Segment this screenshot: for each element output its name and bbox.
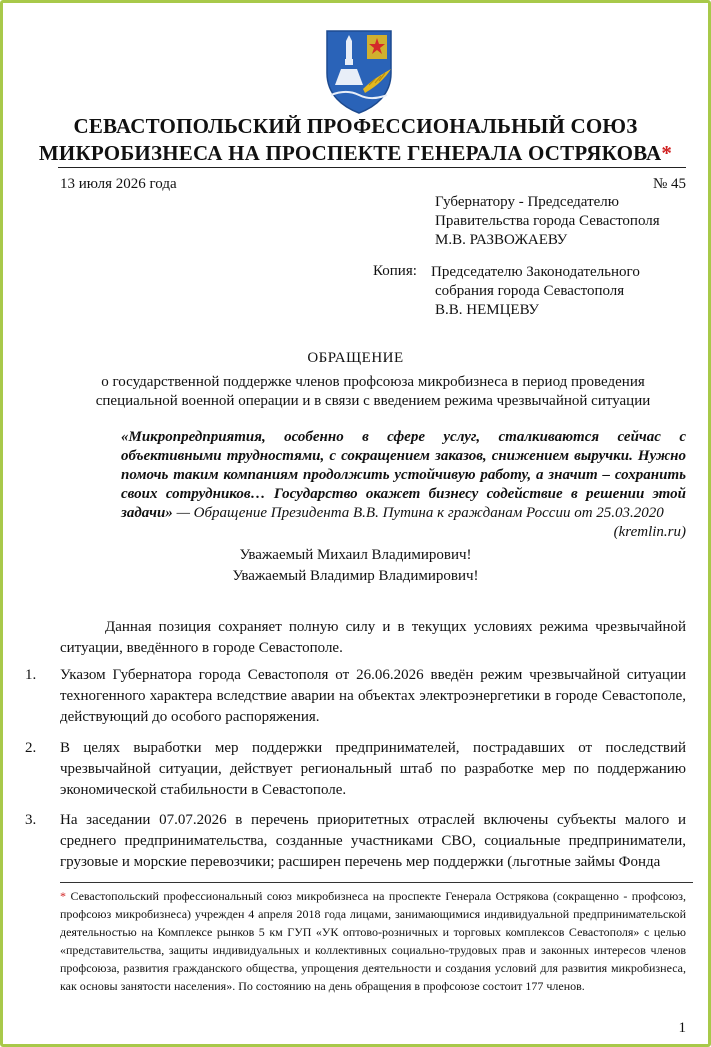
appeal-title: ОБРАЩЕНИЕ (307, 350, 404, 366)
page-number: 1 (678, 1020, 686, 1036)
copy-label: Копия: (373, 263, 417, 279)
header-divider (58, 167, 686, 168)
organization-title-line2: МИКРОБИЗНЕСА НА ПРОСПЕКТЕ ГЕНЕРАЛА ОСТРЯКОВА (38, 141, 662, 165)
organization-title-line1: СЕВАСТОПОЛЬСКИЙ ПРОФЕССИОНАЛЬНЫЙ СОЮЗ (73, 114, 638, 138)
greeting-line1: Уважаемый Михаил Владимирович! (239, 547, 472, 563)
addressee-line1: Губернатору - Председателю (435, 194, 619, 210)
list-item (25, 738, 686, 801)
epigraph-quote (121, 428, 686, 542)
list-item-number: 2. (25, 740, 37, 756)
list-item (25, 810, 686, 873)
copy-recipient-block (431, 263, 640, 320)
intro-paragraph: Данная позиция сохраняет полную силу и в текущих условиях режима чрезвычайной ситуации, введённого в городе Севастополе. (60, 619, 686, 656)
footnote (60, 887, 686, 995)
copy-line2: собрания города Севастополя (435, 283, 625, 299)
organization-title (33, 113, 678, 167)
list-item-text: В целях выработки мер поддержки предпринимателей, пострадавших от последствий чрезвычайной ситуации, действует региональный штаб по разработке мер по поддержанию экономической стабильности в Севастополе. (60, 740, 686, 798)
title-asterisk: * (661, 141, 673, 165)
appeal-subtitle: о государственной поддержке членов профсоюза микробизнеса в период проведения специальной военной операции и в связи с введением режима чрезвычайной ситуации (95, 374, 651, 409)
list-item-text: Указом Губернатора города Севастополя от 26.06.2026 введён режим чрезвычайной ситуации техногенного характера вследствие аварии на объектах электроэнергетики в городе Севастополе, действующий до особого распоряжения. (60, 667, 686, 725)
footnote-divider (60, 882, 693, 883)
document-date: 13 июля 2026 года (60, 176, 177, 192)
quote-attribution: — Обращение Президента В.В. Путина к гражданам России от 25.03.2020 (176, 505, 664, 521)
list-item-number: 3. (25, 812, 37, 828)
quote-source: (kremlin.ru) (613, 524, 686, 540)
quote-text: «Микропредприятия, особенно в сфере услуг, сталкиваются сейчас с объективными трудностями, с сокращением заказов, снижением выручки. Нужно помочь таким компаниям продолжить устойчивую работу, а значит – сохранить своих сотрудников… Государство окажет бизнесу содействие в решении этой задачи» (121, 429, 686, 521)
list-item (25, 665, 686, 728)
copy-line3: В.В. НЕМЦЕВУ (435, 302, 539, 318)
sevastopol-coat-of-arms-icon (321, 29, 397, 115)
footnote-marker: * (60, 889, 66, 903)
greeting (3, 545, 708, 587)
copy-line1: Председателю Законодательного (431, 264, 640, 280)
list-item-text: На заседании 07.07.2026 в перечень приоритетных отраслей включены субъекты малого и среднего предпринимательства, созданные участниками СВО, социальные предприниматели, грузовые и морские перевозчики; расширен перечень мер поддержки (льготные займы Фонда (60, 812, 686, 870)
list-item-number: 1. (25, 667, 37, 683)
addressee-line2: Правительства города Севастополя (435, 213, 660, 229)
document-number: № 45 (652, 176, 686, 192)
greeting-line2: Уважаемый Владимир Владимирович! (232, 568, 479, 584)
addressee-block (435, 193, 660, 250)
footnote-text: Севастопольский профессиональный союз микробизнеса на проспекте Генерала Острякова (сокращенно - профсоюз, профсоюз микробизнеса) учрежден 4 апреля 2018 года лицами, занимающимися индивидуальной предпринимательской деятельностью на Комплексе рынков 5 км ГУП «УК оптово-розничных и торговых комплексов Севастополя» с целью «представительства, защиты индивидуальных и коллективных социально-трудовых прав и законных интересов членов профсоюза, развития гражданского общества, упрощения деятельности и создания условий для развития микробизнеса, как основы занятости населения». По состоянию на день обращения в профсоюзе состоит 177 членов. (60, 889, 686, 993)
addressee-line3: М.В. РАЗВОЖАЕВУ (435, 232, 568, 248)
